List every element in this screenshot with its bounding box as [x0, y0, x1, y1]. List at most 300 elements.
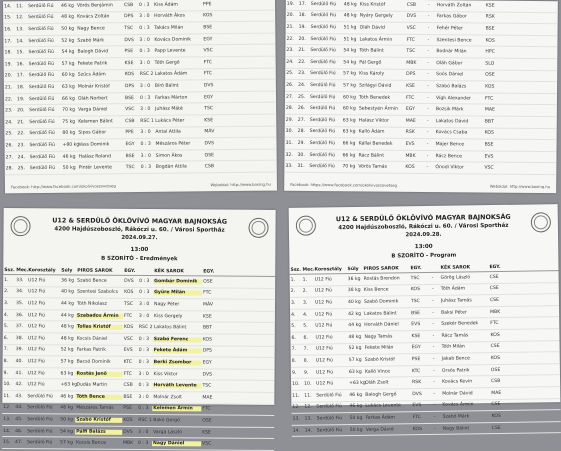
cell-red-boxer: Vörös Tamás [357, 165, 404, 170]
cell-club: KOS [124, 72, 139, 77]
cell-category: Serdülő Fiú [315, 393, 348, 398]
cell-ssz: 19. [286, 2, 298, 7]
cell-red-boxer: Szűcs Ádám [77, 73, 124, 78]
cell-mec: 20. [297, 36, 309, 41]
cell-club: BSE [485, 27, 500, 32]
cell-result: 0 : 3 [139, 49, 154, 54]
cell-weight: 51 kg [342, 37, 358, 42]
col-mec: Mec. [301, 267, 313, 272]
cell-red-boxer: Szabó Kristóf [364, 357, 411, 363]
cell-ssz: 28. [285, 106, 297, 111]
cell-club: TSC [405, 49, 420, 54]
cell-ssz: 10. [291, 382, 303, 387]
cell-vs: - [420, 72, 435, 77]
cell-category: Serdülő Fiú [310, 2, 343, 7]
cell-category: Serdülő Fiú [309, 106, 342, 111]
col-club: EGY. [488, 264, 503, 269]
cell-club: FTC [202, 291, 217, 296]
cell-club: VSC [483, 166, 498, 171]
cell-blue-boxer: Szabó Ferenc [153, 337, 202, 342]
cell-weight: 44 kg [60, 301, 76, 306]
cell-club: BBT [202, 326, 217, 331]
federation-logo-icon [248, 218, 268, 238]
cell-category: Serdülő Fiú [28, 96, 61, 101]
cell-weight: 57 kg [60, 359, 76, 364]
cell-category: U12 Fiú [314, 312, 347, 317]
cell-ssz: 31. [285, 141, 297, 146]
cell-vs: - [427, 426, 442, 431]
cell-ssz: 9. [3, 371, 15, 376]
cell-weight: 36 kg [347, 277, 363, 282]
cell-ssz: 26. [4, 143, 16, 148]
cell-red-boxer: Halász Roland [78, 154, 125, 159]
cell-mec: 7. [303, 347, 315, 352]
cell-blue-boxer: Bozsik Márk [435, 107, 484, 112]
cell-mec: 18. [298, 13, 310, 18]
cell-red-boxer: Oláh Norbert [77, 96, 124, 101]
cell-ssz: 7. [291, 347, 303, 352]
cell-red-boxer: Kovács Zoltán [76, 15, 123, 20]
cell-red-boxer: Balogh Dávid [77, 49, 124, 54]
cell-club: RSK [485, 15, 500, 20]
cell-red-boxer: Szabados Ármin [76, 313, 123, 318]
cell-red-boxer: Vörös Benjámin [76, 3, 123, 8]
cell-ssz: 6. [3, 336, 15, 341]
cell-red-boxer: Kiss Kristóf [359, 2, 406, 7]
cell-blue-boxer: Kovács Ármin [441, 402, 490, 408]
cell-category: U12 Fiú [315, 381, 348, 386]
cell-blue-boxer: Majer Bence [435, 142, 484, 147]
cell-red-boxer: Szilágyi Dávid [358, 83, 405, 88]
cell-club: VSC [203, 48, 218, 53]
cell-blue-boxer: Horváth Levente [152, 383, 201, 388]
cell-blue-boxer: Bogdán Attila [155, 164, 204, 170]
cell-vs: - [421, 14, 436, 19]
cell-result: 0 : 3 [138, 26, 153, 31]
cell-category: Serdülő Fiú [308, 164, 341, 169]
cell-mec: 19. [16, 97, 28, 102]
cell-weight: 66 kg [342, 141, 358, 146]
cell-weight: 52 kg [348, 346, 364, 351]
cell-result: 0 : 3 [139, 142, 154, 147]
cell-red-boxer: Kocsis Bence [75, 441, 122, 446]
cell-mec: 14. [15, 39, 27, 44]
cell-category: Serdülő Fiú [316, 416, 349, 421]
cell-result: 0 : 3 [138, 337, 153, 342]
cell-ssz: 6. [290, 335, 302, 340]
cell-mec: 31. [296, 164, 308, 169]
cell-mec: 27. [297, 118, 309, 123]
cell-blue-boxer: Gombár Dominik [153, 279, 202, 284]
cell-red-boxer: Bacsó Dominik [76, 360, 123, 365]
cell-weight: 50 kg [62, 166, 78, 171]
cell-weight: 80 kg [61, 131, 77, 136]
cell-weight: 66 kg [341, 153, 357, 158]
cell-category: Serdülő Fiú [26, 394, 59, 399]
cell-weight: 54 kg [59, 429, 75, 434]
cell-ssz: 7. [3, 347, 15, 352]
cell-result: 0 : 3 [137, 406, 152, 411]
cell-red-boxer: Kiss Bence [363, 288, 410, 294]
cell-blue-boxer: Szabó Márk [442, 414, 491, 420]
cell-club: KTC [123, 360, 138, 365]
facebook-link[interactable]: Facebook: https://www.facebook.com/okolvivoszovetseg [290, 182, 397, 188]
cell-result: 3 : 0 [138, 372, 153, 377]
cell-red-boxer: Szabó Bence [76, 278, 123, 283]
cell-red-boxer: Kalló Vince [364, 369, 411, 375]
cell-club: CSE [489, 286, 504, 291]
cell-blue-boxer: Bakó Gergő [152, 418, 201, 423]
cell-result: 3 : 0 [138, 302, 153, 307]
cell-ssz: 15. [2, 440, 14, 445]
cell-club: RSK [405, 130, 420, 135]
cell-club: FTC [489, 321, 504, 326]
cell-category: Serdülő Fiú [309, 129, 342, 134]
results-sheet-top-left [3, 0, 277, 193]
cell-ssz: 22. [4, 97, 16, 102]
cell-category: Serdülő Fiú [309, 141, 342, 146]
cell-club: KOS [410, 287, 425, 292]
cell-mec: 43. [14, 394, 26, 399]
championship-title: U12 & SERDÜLŐ ÖKLÖVÍVÓ MAGYAR BAJNOKSÁG [34, 216, 246, 225]
cell-vs: - [426, 357, 441, 362]
cell-red-boxer: Rácz Bálint [357, 153, 404, 158]
event-date: 2024.09.28. [319, 231, 528, 240]
cell-mec: 41. [15, 371, 27, 376]
cell-club: KSE [203, 118, 218, 123]
cell-mec: 22. [297, 60, 309, 65]
cell-result: 0 : 3 [138, 348, 153, 353]
col-club: EGY. [202, 269, 217, 274]
cell-blue-boxer: Kelemen Ármin [152, 406, 201, 411]
cell-mec: 5. [302, 324, 314, 329]
website-link[interactable]: Weboldal: http://www.boxing.hu [490, 184, 551, 190]
cell-mec: 17. [16, 74, 28, 79]
cell-club: PPE [124, 130, 139, 135]
cell-club: OSE [202, 279, 217, 284]
results-rows [2, 275, 275, 451]
cell-vs: - [420, 49, 435, 54]
cell-red-boxer: Farkas Ádám [365, 415, 412, 421]
cell-club: MBK [405, 61, 420, 66]
cell-club: EGY [405, 107, 420, 112]
cell-result: 3 : 0 [138, 314, 153, 319]
cell-blue-boxer: Kovács Kevin [441, 379, 490, 385]
cell-mec: 8. [303, 358, 315, 363]
cell-club: CSB [123, 3, 138, 8]
cell-club: DPS [202, 349, 217, 354]
cell-vs: - [420, 96, 435, 101]
cell-red-boxer: Kocsis Dániel [76, 336, 123, 341]
cell-ssz: 24. [4, 120, 16, 125]
cell-category: Serdülő Fiú [29, 154, 62, 159]
cell-mec: 25. [17, 166, 29, 171]
cell-red-boxer: Fekete Patrik [77, 61, 124, 66]
cell-red-boxer: Oláh Dávid [359, 25, 406, 30]
venue-address: 4200 Hajdúszoboszló, Rákóczi u. 60. / Városi Sportház [319, 223, 528, 232]
cell-club: MAE [405, 119, 420, 124]
cell-club: CSB [490, 379, 505, 384]
cell-category: U12 Fiú [27, 290, 60, 295]
cell-vs: - [420, 61, 435, 66]
cell-weight: 44 kg [347, 323, 363, 328]
program-sheet-top-right [284, 0, 558, 193]
cell-red-boxer: Tóth Bálint [358, 49, 405, 54]
cell-result: 3 : 0 [139, 84, 154, 89]
cell-club: DPS [123, 14, 138, 19]
cell-ssz: 3. [3, 301, 15, 306]
cell-category: U12 Fiú [27, 336, 60, 341]
cell-blue-boxer: Szabó Balázs [435, 84, 484, 89]
cell-weight: 48 kg [343, 14, 359, 19]
cell-result: 0 : 3 [139, 95, 154, 100]
cell-weight: 63 kg [342, 130, 358, 135]
cell-weight: 46 kg [348, 404, 364, 409]
table-row [2, 437, 274, 450]
cell-mec: 37. [15, 324, 27, 329]
cell-red-boxer: Vass Dominik [77, 142, 124, 147]
cell-club: EVS [123, 348, 138, 353]
cell-category: Serdülő Fiú [309, 83, 342, 88]
cell-club: FTC [412, 415, 427, 420]
cell-club: EGY [202, 360, 217, 365]
cell-weight: 38 kg [347, 288, 363, 293]
cell-club: KOS [404, 165, 419, 170]
cell-result: 3 : 0 [138, 14, 153, 19]
cell-vs: - [420, 119, 435, 124]
cell-weight: 46 kg [59, 394, 75, 399]
col-blue-corner: KÉK SAROK [153, 269, 202, 274]
cell-red-boxer: Kállai Benedek [358, 141, 405, 146]
cell-club: DVS [123, 279, 138, 284]
cell-blue-boxer: Takács Milán [153, 25, 202, 31]
cell-club: KOS [202, 14, 217, 19]
cell-club: EGY [411, 345, 426, 350]
cell-red-boxer: Tóth Bence [75, 394, 122, 399]
venue-address: 4200 Hajdúszoboszló, Rákóczi u. 60. / Városi Sportház [34, 226, 246, 233]
cell-club: KSE [485, 3, 500, 8]
col-ssz: Ssz. [289, 267, 301, 272]
cell-result: 3 : 0 [137, 430, 152, 435]
cell-result: RSC 2 [139, 72, 154, 77]
cell-mec: 35. [15, 301, 27, 306]
cell-blue-boxer: Fekete Ádám [153, 348, 202, 353]
cell-club: EGY [124, 142, 139, 147]
cell-ssz: 10. [2, 382, 14, 387]
cell-blue-boxer: Gyüre Milán [153, 290, 202, 295]
cell-red-boxer: Balogh Gergő [364, 392, 411, 398]
cell-blue-boxer: Nagy Péter [153, 302, 202, 307]
cell-club: EGY [203, 95, 218, 100]
cell-category: U12 Fiú [27, 324, 60, 329]
cell-result: 0 : 3 [138, 360, 153, 365]
cell-category: Serdülő Fiú [28, 108, 61, 113]
cell-mec: 36. [15, 313, 27, 318]
cell-ssz: 26. [285, 83, 297, 88]
cell-ssz: 2. [3, 289, 15, 294]
cell-category: Serdülő Fiú [310, 25, 343, 30]
cell-blue-boxer: Nagy Dániel [152, 441, 201, 446]
cell-red-boxer: Mészáros Tamás [75, 406, 122, 411]
facebook-link[interactable]: Facebook: http://www.facebook.com/okolvivoszovetseg [11, 183, 116, 189]
cell-blue-boxer: Kiss Ádám [153, 2, 202, 8]
cell-ssz: 1. [290, 278, 302, 283]
cell-blue-boxer: Tóth Gergő [154, 60, 203, 66]
cell-blue-boxer: Tóth Milán [441, 344, 490, 350]
cell-ssz: 1. [3, 278, 15, 283]
cell-category: Serdülő Fiú [27, 27, 60, 32]
cell-club: TSC [201, 384, 216, 389]
cell-weight: 48 kg [60, 325, 76, 330]
cell-club: BSE [410, 311, 425, 316]
cell-ssz: 13. [292, 417, 304, 422]
cell-vs: - [420, 142, 435, 147]
cell-weight: 52 kg [60, 38, 76, 43]
cell-red-boxer: Szabó Márk [76, 38, 123, 43]
cell-weight: 60 kg [342, 95, 358, 100]
cell-category: Serdülő Fiú [309, 48, 342, 53]
cell-ssz: 16. [3, 27, 15, 32]
col-ssz: Ssz. [3, 268, 15, 273]
cell-blue-boxer: Soós Dániel [435, 72, 484, 77]
cell-blue-boxer: Kiss Viktor [153, 372, 202, 377]
cell-red-boxer: Pintér Levente [78, 165, 125, 170]
cell-vs: - [420, 107, 435, 112]
cell-result: 0 : 3 [140, 165, 155, 170]
cell-club: KOS [412, 426, 427, 431]
cell-vs: - [426, 392, 441, 397]
cell-red-boxer: Halász Viktor [358, 118, 405, 123]
cell-club: FTC [484, 96, 499, 101]
cell-category: Serdülő Fiú [316, 428, 349, 433]
cell-club: MBK [122, 441, 137, 446]
cell-result: 3 : 0 [139, 61, 154, 66]
cell-mec: 25. [297, 94, 309, 99]
cell-club: KTC [411, 369, 426, 374]
cell-mec: 42. [14, 382, 26, 387]
cell-red-boxer: Lukács Levente [364, 404, 411, 410]
cell-club: MAE [484, 108, 499, 113]
cell-blue-boxer: Mészáros Péter [154, 141, 203, 147]
cell-category: Serdülő Fiú [28, 85, 61, 90]
cell-club: FTC [203, 60, 218, 65]
cell-mec: 47. [14, 440, 26, 445]
cell-red-boxer: Dudás Martin [75, 383, 122, 388]
cell-mec: 15. [16, 50, 28, 55]
cell-weight: 60 kg [342, 106, 358, 111]
cell-ssz: 2. [290, 289, 302, 294]
cell-vs: - [420, 130, 435, 135]
cell-category: U12 Fiú [27, 313, 60, 318]
cell-weight: 63 kg [61, 85, 77, 90]
cell-blue-boxer: Baksi Péter [440, 310, 489, 316]
cell-category: Serdülő Fiú [309, 60, 342, 65]
cell-ssz: 12. [2, 405, 14, 410]
cell-category: U12 Fiú [27, 301, 60, 306]
cell-blue-boxer: Bíró Bálint [154, 83, 203, 89]
cell-category: Serdülő Fiú [28, 73, 61, 78]
col-red-corner: PIROS SAROK [362, 266, 409, 272]
cell-weight: 54 kg [61, 50, 77, 55]
cell-club: RSK [411, 380, 426, 385]
cell-blue-boxer: Jakab Bence [441, 356, 490, 362]
start-time: 13:00 [33, 246, 245, 253]
cell-blue-boxer: Juhász Tamás [440, 298, 489, 304]
cell-mec: 23. [297, 71, 309, 76]
cell-mec: 24. [17, 155, 29, 160]
cell-result: 0 : 3 [138, 279, 153, 284]
ring-label: B SZORÍTÓ - Eredmények [33, 255, 245, 262]
cell-weight: 66 kg [61, 96, 77, 101]
cell-ssz: 23. [285, 48, 297, 53]
cell-club: OSE [484, 73, 499, 78]
cell-mec: 11. [303, 393, 315, 398]
cell-ssz: 9. [291, 370, 303, 375]
cell-club: TSC [123, 26, 138, 31]
cell-weight: 70 kg [61, 108, 77, 113]
cell-club: TSC [410, 299, 425, 304]
cell-ssz: 4. [290, 312, 302, 317]
cell-red-boxer: Sipos Gábor [77, 130, 124, 135]
cell-weight: 48 kg [60, 336, 76, 341]
cell-blue-boxer: Simon Ákos [155, 153, 204, 159]
website-link[interactable]: Weboldal: http://www.boxing.hu [210, 182, 271, 188]
cell-category: Serdülő Fiú [28, 131, 61, 136]
cell-club: EVS [405, 142, 420, 147]
cell-result: 3 : 0 [140, 153, 155, 158]
cell-club: DVS [411, 392, 426, 397]
event-date: 2024.09.27. [33, 234, 245, 241]
cell-club: DVS [122, 429, 137, 434]
cell-club: KSE [405, 84, 420, 89]
cell-category: Serdülő Fiú [309, 95, 342, 100]
cell-red-boxer: Pálfi Balázs [75, 429, 122, 434]
cell-weight: +63 kg [348, 381, 364, 386]
cell-red-boxer: Kalló Ádám [358, 130, 405, 135]
cell-category: U12 Fiú [314, 323, 347, 328]
cell-club: FTC [405, 37, 420, 42]
cell-club: EGY [202, 37, 217, 42]
cell-club: OSE [204, 153, 219, 158]
cell-club: KOS [123, 290, 138, 295]
cell-weight: 63 kg [60, 371, 76, 376]
cell-blue-boxer: Antal Attila [154, 130, 203, 136]
cell-weight: 50 kg [60, 27, 76, 32]
cell-club: CSE [490, 344, 505, 349]
cell-mec: 3. [302, 301, 314, 306]
ring-label: B SZORÍTÓ - Program [319, 252, 528, 261]
cell-club: FTC [201, 407, 216, 412]
cell-vs: - [426, 368, 441, 373]
cell-club: FTC [203, 72, 218, 77]
cell-category: Serdülő Fiú [29, 166, 62, 171]
cell-category: Serdülő Fiú [27, 15, 60, 20]
cell-mec: 24. [297, 83, 309, 88]
cell-blue-boxer: Görög László [440, 275, 489, 281]
cell-vs: - [427, 415, 442, 420]
cell-blue-boxer: Bodnár Milán [435, 49, 484, 54]
cell-mec: 14. [304, 428, 316, 433]
cell-weight: 63 kg [348, 369, 364, 374]
cell-club: TSC [125, 165, 140, 170]
cell-blue-boxer: Vígh Alexander [435, 96, 484, 101]
sheet-footer [290, 182, 550, 189]
table-row [5, 161, 277, 175]
cell-club: PPE [202, 2, 217, 7]
cell-club: CSE [491, 425, 506, 430]
cell-blue-boxer: Kiss Gergely [153, 314, 202, 319]
col-suly: Súly [346, 266, 362, 271]
